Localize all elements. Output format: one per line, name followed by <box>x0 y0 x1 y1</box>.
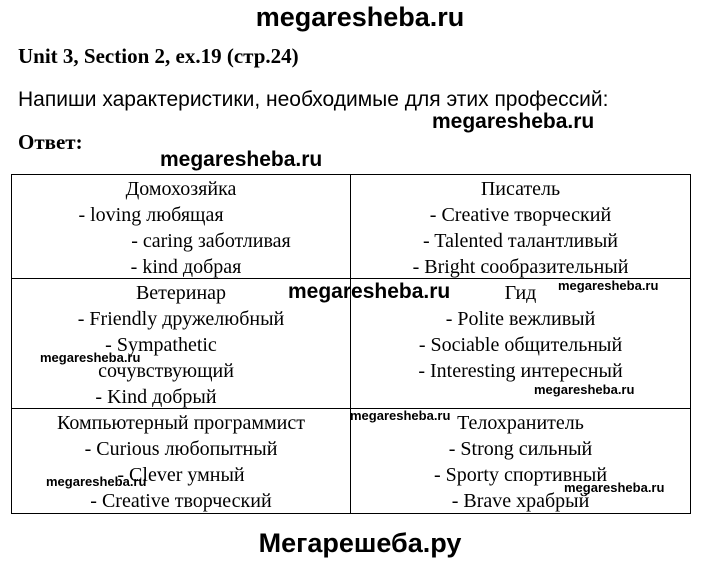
professions-table <box>11 174 691 514</box>
trait-line: - Creative творческий <box>429 204 612 226</box>
trait-line: - Sympathetic <box>105 334 217 356</box>
trait-line: - Brave храбрый <box>451 490 590 512</box>
table-cell-bodyguard <box>351 409 690 513</box>
site-title: megaresheba.ru <box>255 2 465 32</box>
trait-line: - Clever умный <box>117 464 245 486</box>
footer-title: Мегарешеба.ру <box>258 528 462 558</box>
trait-line: - Bright сообразительный <box>412 256 629 278</box>
trait-line: - loving любящая <box>78 204 224 226</box>
profession-title: Писатель <box>480 178 561 200</box>
trait-line: - Sociable общительный <box>418 334 623 356</box>
trait-line: - Strong сильный <box>448 438 593 460</box>
trait-line: - Polite вежливый <box>445 308 596 330</box>
watermark: megaresheba.ru <box>160 148 323 171</box>
profession-title: Гид <box>504 282 537 304</box>
watermark: megaresheba.ru <box>350 408 451 423</box>
trait-line: - Talented талантливый <box>423 230 618 252</box>
profession-title: Домохозяйка <box>125 178 237 200</box>
profession-title: Телохранитель <box>457 412 584 434</box>
task-instruction: Напиши характеристики, необходимые для этих профессий: <box>18 88 609 111</box>
trait-line: - Creative творческий <box>90 490 272 512</box>
profession-title: Компьютерный программист <box>57 412 305 434</box>
profession-title: Ветеринар <box>135 282 227 304</box>
trait-line: - Curious любопытный <box>84 438 278 460</box>
table-cell-programmer <box>12 409 351 513</box>
table-cell-writer <box>351 175 690 279</box>
trait-line: - Sporty спортивный <box>433 464 608 486</box>
answer-label: Ответ: <box>18 130 83 154</box>
watermark: megaresheba.ru <box>40 350 141 365</box>
watermark: megaresheba.ru <box>564 480 665 495</box>
trait-line: - Kind добрый <box>95 386 217 408</box>
exercise-heading: Unit 3, Section 2, ex.19 (стр.24) <box>18 44 299 68</box>
trait-line: - caring заботливая <box>131 230 291 252</box>
trait-line: сочувствующий <box>98 360 234 382</box>
table-cell-housewife <box>12 175 351 279</box>
watermark: megaresheba.ru <box>288 280 451 303</box>
watermark: megaresheba.ru <box>558 278 659 293</box>
trait-line: - Friendly дружелюбный <box>77 308 285 330</box>
trait-line: - Interesting интересный <box>418 360 623 382</box>
trait-line: - kind добрая <box>130 256 242 278</box>
watermark: megaresheba.ru <box>534 382 635 397</box>
watermark: megaresheba.ru <box>432 110 595 133</box>
watermark: megaresheba.ru <box>46 474 147 489</box>
